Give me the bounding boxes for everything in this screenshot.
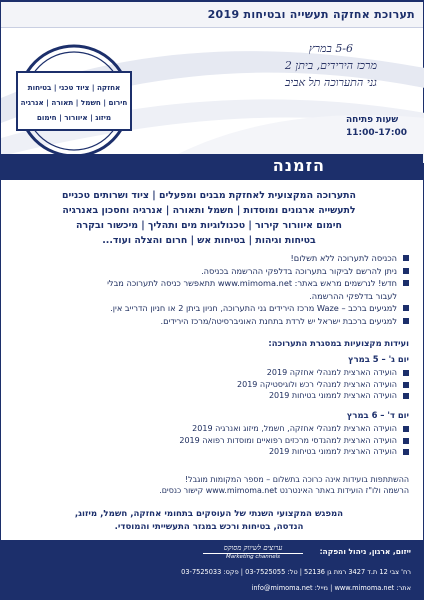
header-strip [1,2,423,28]
page-title: תערוכת אחזקה תעשייה ובטיחות 2019 [207,8,415,21]
headline-line: בטיחות וגיהות | בטיחות אש | חרום והצלה ועוד... [102,235,316,246]
info-item: למגיעים ברכבת ישראל יש לרדת בתחנת האוניברסיטה/מרכז הירידים. [9,315,409,328]
organizer-label: ייזום, ארגון, ניהול והפקה: [319,547,411,556]
organizer-logo [203,544,303,564]
exhibition-description [9,188,409,248]
event-venue-2: גני התערוכה תל אביב [284,76,377,89]
headline-line: התערוכה המקצועית לאחזקת מבנים ומפעלים | ציוד ושרותים טכניים [62,190,356,201]
organizer-contact[interactable]: אתר: www.mimoma.net | מייל: info@mimoma.net [251,584,411,592]
info-item-continued: לעבור בדלפקי ההרשמה. [309,290,397,301]
organizer-address: רח' צבי 12 ת.ד 3427 רמת גן 52136 | טל: 03-7525055 | פקס: 03-7525033 [181,568,411,576]
info-item: חדש! לנרשמים מראש באתר: www.mimoma.net תתאפשר כניסה לתערוכה מבלי [9,277,409,290]
conference-item: הועידה הארצית למנהלי רכש ולוגיסטיקה 2019 [129,379,409,391]
day2-conferences [129,423,409,458]
closing-line-1: המפגש המקצועי השנתי של העוסקים בתחומי אחזקה, חשמל, מיזוג, [74,509,344,519]
opening-hours [346,114,407,140]
info-item: הכניסה לתערוכה ללא תשלום! [9,252,409,265]
note-line-2: הרשמה ולו"ז הועידות באתר האינטרנט www.mimoma.net קישור כנסים. [159,486,409,495]
invite-label: הזמנה [272,156,325,175]
day1-conferences [129,367,409,402]
conference-item: הועידה הארצית למנהלי אחזקה, חשמל, מיזוג ואנרגיה 2019 [129,423,409,435]
closing-line-2: הנדסה, בטיחות ורכש במגזר התעשייתי והמוסדי. [114,522,304,532]
conference-item: הועידה הארצית למנהלי אחזקה 2019 [129,367,409,379]
footer-bar [1,540,423,600]
logo-hebrew: ערוצים לשיווק מסוקס [203,544,303,554]
info-item: ניתן להרשם לביקור בתערוכה בדלפקי ההרשמה בכניסה. [9,265,409,278]
registration-note [9,474,409,496]
headline-line: לתעשייה ארגונים ומוסדות | חשמל ותאורה | אנרגיה וחסכון באנרגיה [62,205,356,216]
info-item: למגיעים ברכב – Waze מרכז הירידים גני התערוכה, חניון ביתן 2 או חניון הדרייב אין. [9,302,409,315]
event-dates-block [285,40,377,91]
hours-label: שעות פתיחה [345,115,399,125]
note-line-1: ההשתתפות בועידות אינה כרוכה בתשלום – מספר המקומות מוגבל! [184,475,409,484]
conference-item: הועידה הארצית למהנדסי מרכזים רפואיים ומוסדות רפואה 2019 [129,435,409,447]
event-dates: 5-6 במרץ [308,42,354,55]
conference-item: הועידה הארצית לממוני בטיחות 2019 [129,390,409,402]
conferences-title: ועידות מקצועיות במסגרת התערוכה: [268,338,409,348]
stamp-line-2: חירום | חשמל | תאורה | אנרגיה [20,98,128,107]
headline-line: חימום איוורור קירור | טכנולוגיות מים ותהליך | מיכשור ובקרה [76,220,342,231]
event-venue-1: מרכז הירידים, ביתן 2 [284,59,377,72]
day2-label: יום ד' – 6 במרץ [346,410,409,420]
conference-item: הועידה הארצית לממוני בטיחות 2019 [129,446,409,458]
closing-statement [9,508,409,534]
hours-value: 11:00-17:00 [345,128,407,138]
topics-stamp [15,42,133,160]
invite-banner [1,154,423,180]
stamp-line-1: אחזקה | ציוד טכני | בטיחות [27,83,121,92]
stamp-line-3: מיזוג | איוורור | חימום [36,113,112,122]
day1-label: יום ג' – 5 במרץ [348,354,409,364]
logo-english: Marketing channels [226,554,280,560]
info-list [9,252,409,327]
